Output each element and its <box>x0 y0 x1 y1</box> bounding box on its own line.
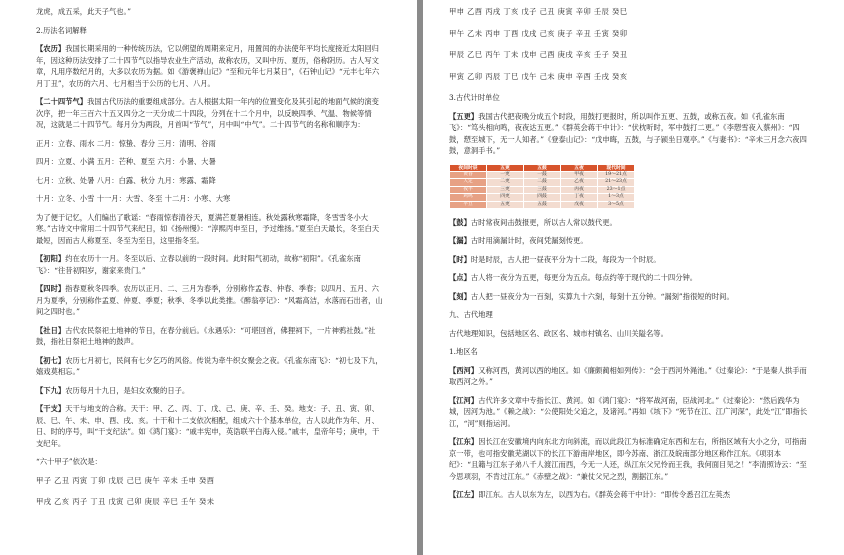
term-label: 【社日】 <box>36 325 66 335</box>
term-label: 【四时】 <box>36 284 66 293</box>
table-cell: 三鼓 <box>524 186 561 193</box>
document-page-right <box>423 0 844 555</box>
table-cell: 23～1点 <box>598 186 635 193</box>
paragraph: “六十甲子”依次是： <box>36 457 102 466</box>
entry-chuyang <box>36 253 386 276</box>
entry-jianghe <box>449 395 809 430</box>
term-label: 【下九】 <box>36 385 66 395</box>
solar-term-row: 四月：立夏、小满 五月：芒种、夏至 六月：小暑、大暑 <box>36 157 216 166</box>
table-cell: 五鼓 <box>524 201 561 208</box>
ganzhi-row: 甲午 乙未 丙申 丁酉 戊戌 己亥 庚子 辛丑 壬寅 癸卯 <box>449 28 628 38</box>
term-label: 【江左】 <box>449 490 479 500</box>
entry-ganzhi <box>36 403 386 449</box>
table-cell: 3～5点 <box>598 201 635 208</box>
table-cell: 平旦 <box>450 201 487 208</box>
table-cell: 丁夜 <box>561 194 598 201</box>
entry-text: 天干与地支的合称。天干：甲、乙、丙、丁、戊、己、庚、辛、壬、癸。地支：子、丑、寅、卯、辰、巳、午、未、申、酉、戌、亥。十干和十二支依次相配，组成六十个基本单位，古人以此作为年、月、日、时的序号，叫“干支纪法”。如《鸿门宴》：“戚丰宪申，英诰联平白海入侵。”戚丰，皇帝年号；庚申，干支纪年。 <box>36 404 380 448</box>
entry-text: 约在农历十一月。冬至以后、立春以前的一段时间。此时阳气初动，故称“初阳”。《孔雀东南飞》：“往昔初阳岁，谢家来贵门。” <box>36 254 361 275</box>
entry-gu <box>449 217 809 229</box>
table-row <box>450 171 635 178</box>
table-cell: 丙夜 <box>561 186 598 193</box>
term-label: 【点】 <box>449 273 471 283</box>
entry-text: 古时常夜间击鼓报更，所以古人常以鼓代更。 <box>470 217 617 227</box>
table-cell: 甲夜 <box>561 171 598 178</box>
page-content <box>449 6 809 508</box>
ganzhi-row: 甲子 乙丑 丙寅 丁卯 戊辰 己巳 庚午 辛未 壬申 癸酉 <box>36 475 215 485</box>
entry-text: 古人把一昼夜分为一百刻，实算九十六刻，每刻十五分钟。“漏刻”指很短的时间。 <box>470 291 734 301</box>
entry-sishi <box>36 283 386 318</box>
entry-xihe <box>449 365 809 388</box>
term-label: 【五更】 <box>449 111 479 121</box>
ganzhi-row: 甲寅 乙卯 丙辰 丁巳 戊午 己未 庚申 辛酉 壬戌 癸亥 <box>449 71 628 81</box>
table-header-cell: 五鼓 <box>524 164 561 171</box>
table-header-row <box>450 164 635 171</box>
entry-text: 古人将一夜分为五更，每更分为五点。每点约等于现代的二十四分钟。 <box>470 273 698 283</box>
entry-text: 古时用滴漏计时，夜间凭漏刻传更。 <box>470 236 588 246</box>
entry-dian <box>449 272 809 284</box>
entry-sheri <box>36 325 386 348</box>
term-label: 【鼓】 <box>449 217 471 227</box>
table-cell: 一鼓 <box>524 171 561 178</box>
entry-text: 古代许多文章中专指长江、黄河。如《鸿门宴》：“将军战河南，臣战河北。”《过秦论》：“然后践华为城，因河为池。”《赖之战》：“公使阳处父追之，及诸河。”再如《垓下》“死节在江、江广河深”，此处“江”即指长江，“河”则指运河。 <box>449 395 808 428</box>
entry-text: 指春夏秋冬四季。农历以正月、二、三月为春季，分别称作孟春、仲春、季春；以四月、五月、六月为夏季，分别称作孟夏、仲夏、季夏；秋季、冬季以此类推。《醉翁亭记》：“风霜高洁，水落而石出者，山间之四时也。” <box>36 284 383 316</box>
ganzhi-row: 甲辰 乙巳 丙午 丁未 戊申 己酉 庚戌 辛亥 壬子 癸丑 <box>449 50 628 59</box>
term-label: 【江东】 <box>449 437 479 447</box>
entry-nongli <box>36 43 386 89</box>
table-header-cell: 夜间时辰 <box>450 164 487 171</box>
term-label: 【初阳】 <box>36 254 66 263</box>
solar-term-row: 十月：立冬、小雪 十一月：大雪、冬至 十二月：小寒、大寒 <box>36 194 231 203</box>
term-label: 【干支】 <box>36 404 66 413</box>
table-cell: 21～23点 <box>598 179 635 186</box>
table-cell: 1～3点 <box>598 194 635 201</box>
term-label: 【漏】 <box>449 236 471 246</box>
table-header-cell: 现代时间 <box>598 164 635 171</box>
term-label: 【江河】 <box>449 395 479 405</box>
table-cell: 19～21点 <box>598 171 635 178</box>
table-cell: 二鼓 <box>524 179 561 186</box>
table-cell: 乙夜 <box>561 179 598 186</box>
page-content <box>36 6 386 518</box>
table-cell: 三更 <box>487 186 524 193</box>
entry-jieqi <box>36 96 386 131</box>
entry-text: 因长江在安徽境内向东北方向斜流，而以此段江为标准确定东西和左右，所指区域有大小之分，可指南京一带，也可指安徽芜湖以下的长江下游南岸地区，即今苏南、浙江及皖南部分地区称作江东。《项羽本纪》：“且籍与江东子弟八千人渡江而西，今无一人还，纵江东父兄怜而王我，我何面目见之！”李清照诗云：“至今思项羽，不肯过江东。”《赤壁之战》：“兼仗父兄之烈，割据江东。” <box>449 437 807 481</box>
solar-term-row: 正月：立春、雨水 二月：惊蛰、春分 三月：清明、谷雨 <box>36 138 216 148</box>
term-label: 【农历】 <box>36 44 66 53</box>
table-cell: 五更 <box>487 201 524 208</box>
table-header-cell: 五夜 <box>561 164 598 171</box>
entry-jiangzuo <box>449 489 809 501</box>
table-row <box>450 186 635 193</box>
table-cell: 黄昏 <box>450 171 487 178</box>
entry-wugeng <box>449 111 809 157</box>
table-cell: 人定 <box>450 179 487 186</box>
table-cell: 鸡鸣 <box>450 194 487 201</box>
paragraph: 古代地理知识，包括地区名、政区名、城市村镇名、山川关隘名等。 <box>449 328 668 338</box>
solar-term-row: 七月：立秋、处暑 八月：白露、秋分 九月：寒露、霜降 <box>36 175 216 185</box>
term-label: 【刻】 <box>449 291 471 301</box>
entry-lou <box>449 235 809 247</box>
paragraph: 龙虎，成五采，此天子气也。” <box>36 7 131 16</box>
entry-ke <box>449 291 809 303</box>
ganzhi-row: 甲申 乙酉 丙戌 丁亥 戊子 己丑 庚寅 辛卯 壬辰 癸巳 <box>449 7 628 16</box>
document-page-left <box>0 0 417 555</box>
table-row <box>450 194 635 201</box>
term-label: 【时】 <box>449 254 471 264</box>
section-heading: 1.地区名 <box>449 347 478 357</box>
ganzhi-row: 甲戌 乙亥 丙子 丁丑 戊寅 己卯 庚辰 辛巳 壬午 癸未 <box>36 497 215 506</box>
night-watch-table <box>449 164 635 209</box>
entry-text: 古代农民祭祀土地神的节日，在春分前后。《永遇乐》：“可堪回首，佛狸祠下，一片神鸦社鼓。”社鼓，指社日祭祀土地神的鼓声。 <box>36 325 376 346</box>
entry-text: 农历每月十九日，是妇女欢聚的日子。 <box>65 385 190 395</box>
term-label: 【初七】 <box>36 355 66 365</box>
entry-text: 我国古代历法的重要组成部分。古人根据太阳一年内的位置变化及其引起的地面气候的演变次序，把一年三百六十五又四分之一天分成二十四段，分列在十二个月中，以反映四季、气温、物候等情况，这就是二十四节气。每月分为两段，月首叫“节气”，月中叫“中气”。二十四节气的名称和顺序为： <box>36 97 379 129</box>
entry-text: 农历七月初七，民间有七夕乞巧的风俗。传说为牵牛织女聚会之夜。《孔雀东南飞》：“初七及下九，嬉戏莫相忘。” <box>36 355 383 376</box>
entry-text: 我国长期采用的一种传统历法，它以朔望的周期来定月，用置闰的办法使年平均长度接近太阳回归年，因这种历法安排了二十四节气以指导农业生产活动，故称农历，又叫中历、夏历，俗称阴历。古人写文章，凡用序数纪月的，大多以农历为据。如《游褒禅山记》“至和元年七月某日”，《石钟山记》“元丰七年六月丁丑”，农历的六月、七月相当于公历的七月、八月。 <box>36 44 380 88</box>
table-row <box>450 179 635 186</box>
table-cell: 一更 <box>487 171 524 178</box>
term-label: 【二十四节气】 <box>36 97 88 106</box>
paragraph: 为了便于记忆，人们编出了歌谣：“春雨惊春清谷天，夏满芒夏暑相连。秋处露秋寒霜降，冬雪雪冬小大寒。”古诗文中常用二十四节气来纪日，如《扬州慢》：“淳熙丙申至日，予过维扬。”夏至白天最长，冬至白天最短，因而古人称夏至、冬至为至日，这里指冬至。 <box>36 212 380 245</box>
section-heading: 2.历法名词解释 <box>36 25 87 35</box>
section-heading: 3.古代计时单位 <box>449 93 500 102</box>
table-cell: 戊夜 <box>561 201 598 208</box>
term-label: 【西河】 <box>449 365 479 375</box>
table-cell: 二更 <box>487 179 524 186</box>
entry-text: 即江东。古人以东为左，以西为右。《群英会蒋干中计》：“即传令悉召江左英杰 <box>478 490 731 500</box>
table-header-cell: 五更 <box>487 164 524 171</box>
entry-xiajiu <box>36 385 386 397</box>
entry-text: 时是时辰，古人把一昼夜平分为十二段，每段为一个时辰。 <box>470 254 661 264</box>
table-cell: 四鼓 <box>524 194 561 201</box>
entry-chuqi <box>36 355 386 378</box>
table-cell: 夜半 <box>450 186 487 193</box>
section-heading: 九、古代地理 <box>449 310 493 320</box>
table-cell: 四更 <box>487 194 524 201</box>
entry-jiangdong <box>449 436 809 482</box>
entry-text: 又称河西，黄河以西的地区。如《廉颇蔺相如列传》：“会于西河外渑池。”《过秦论》：“于是秦人拱手而取西河之外。” <box>449 365 807 387</box>
table-row <box>450 201 635 208</box>
entry-text: 我国古代把夜晚分成五个时段，用鼓打更报时，所以叫作五更、五鼓，或称五夜。如《孔雀东南飞》：“笃头相向鸣，夜夜达五更。”《群英会蒋干中计》：“伏枕听时，军中鼓打二更。”《李愬雪夜入蔡州》：“四鼓，愬至城下，无一人知者。”《登泰山记》：“戊申晦，五鼓，与子颍坐日观亭。”《与妻书》：“辛未三月念六夜四鼓，意洞手书。” <box>449 111 807 155</box>
entry-shi <box>449 254 809 266</box>
